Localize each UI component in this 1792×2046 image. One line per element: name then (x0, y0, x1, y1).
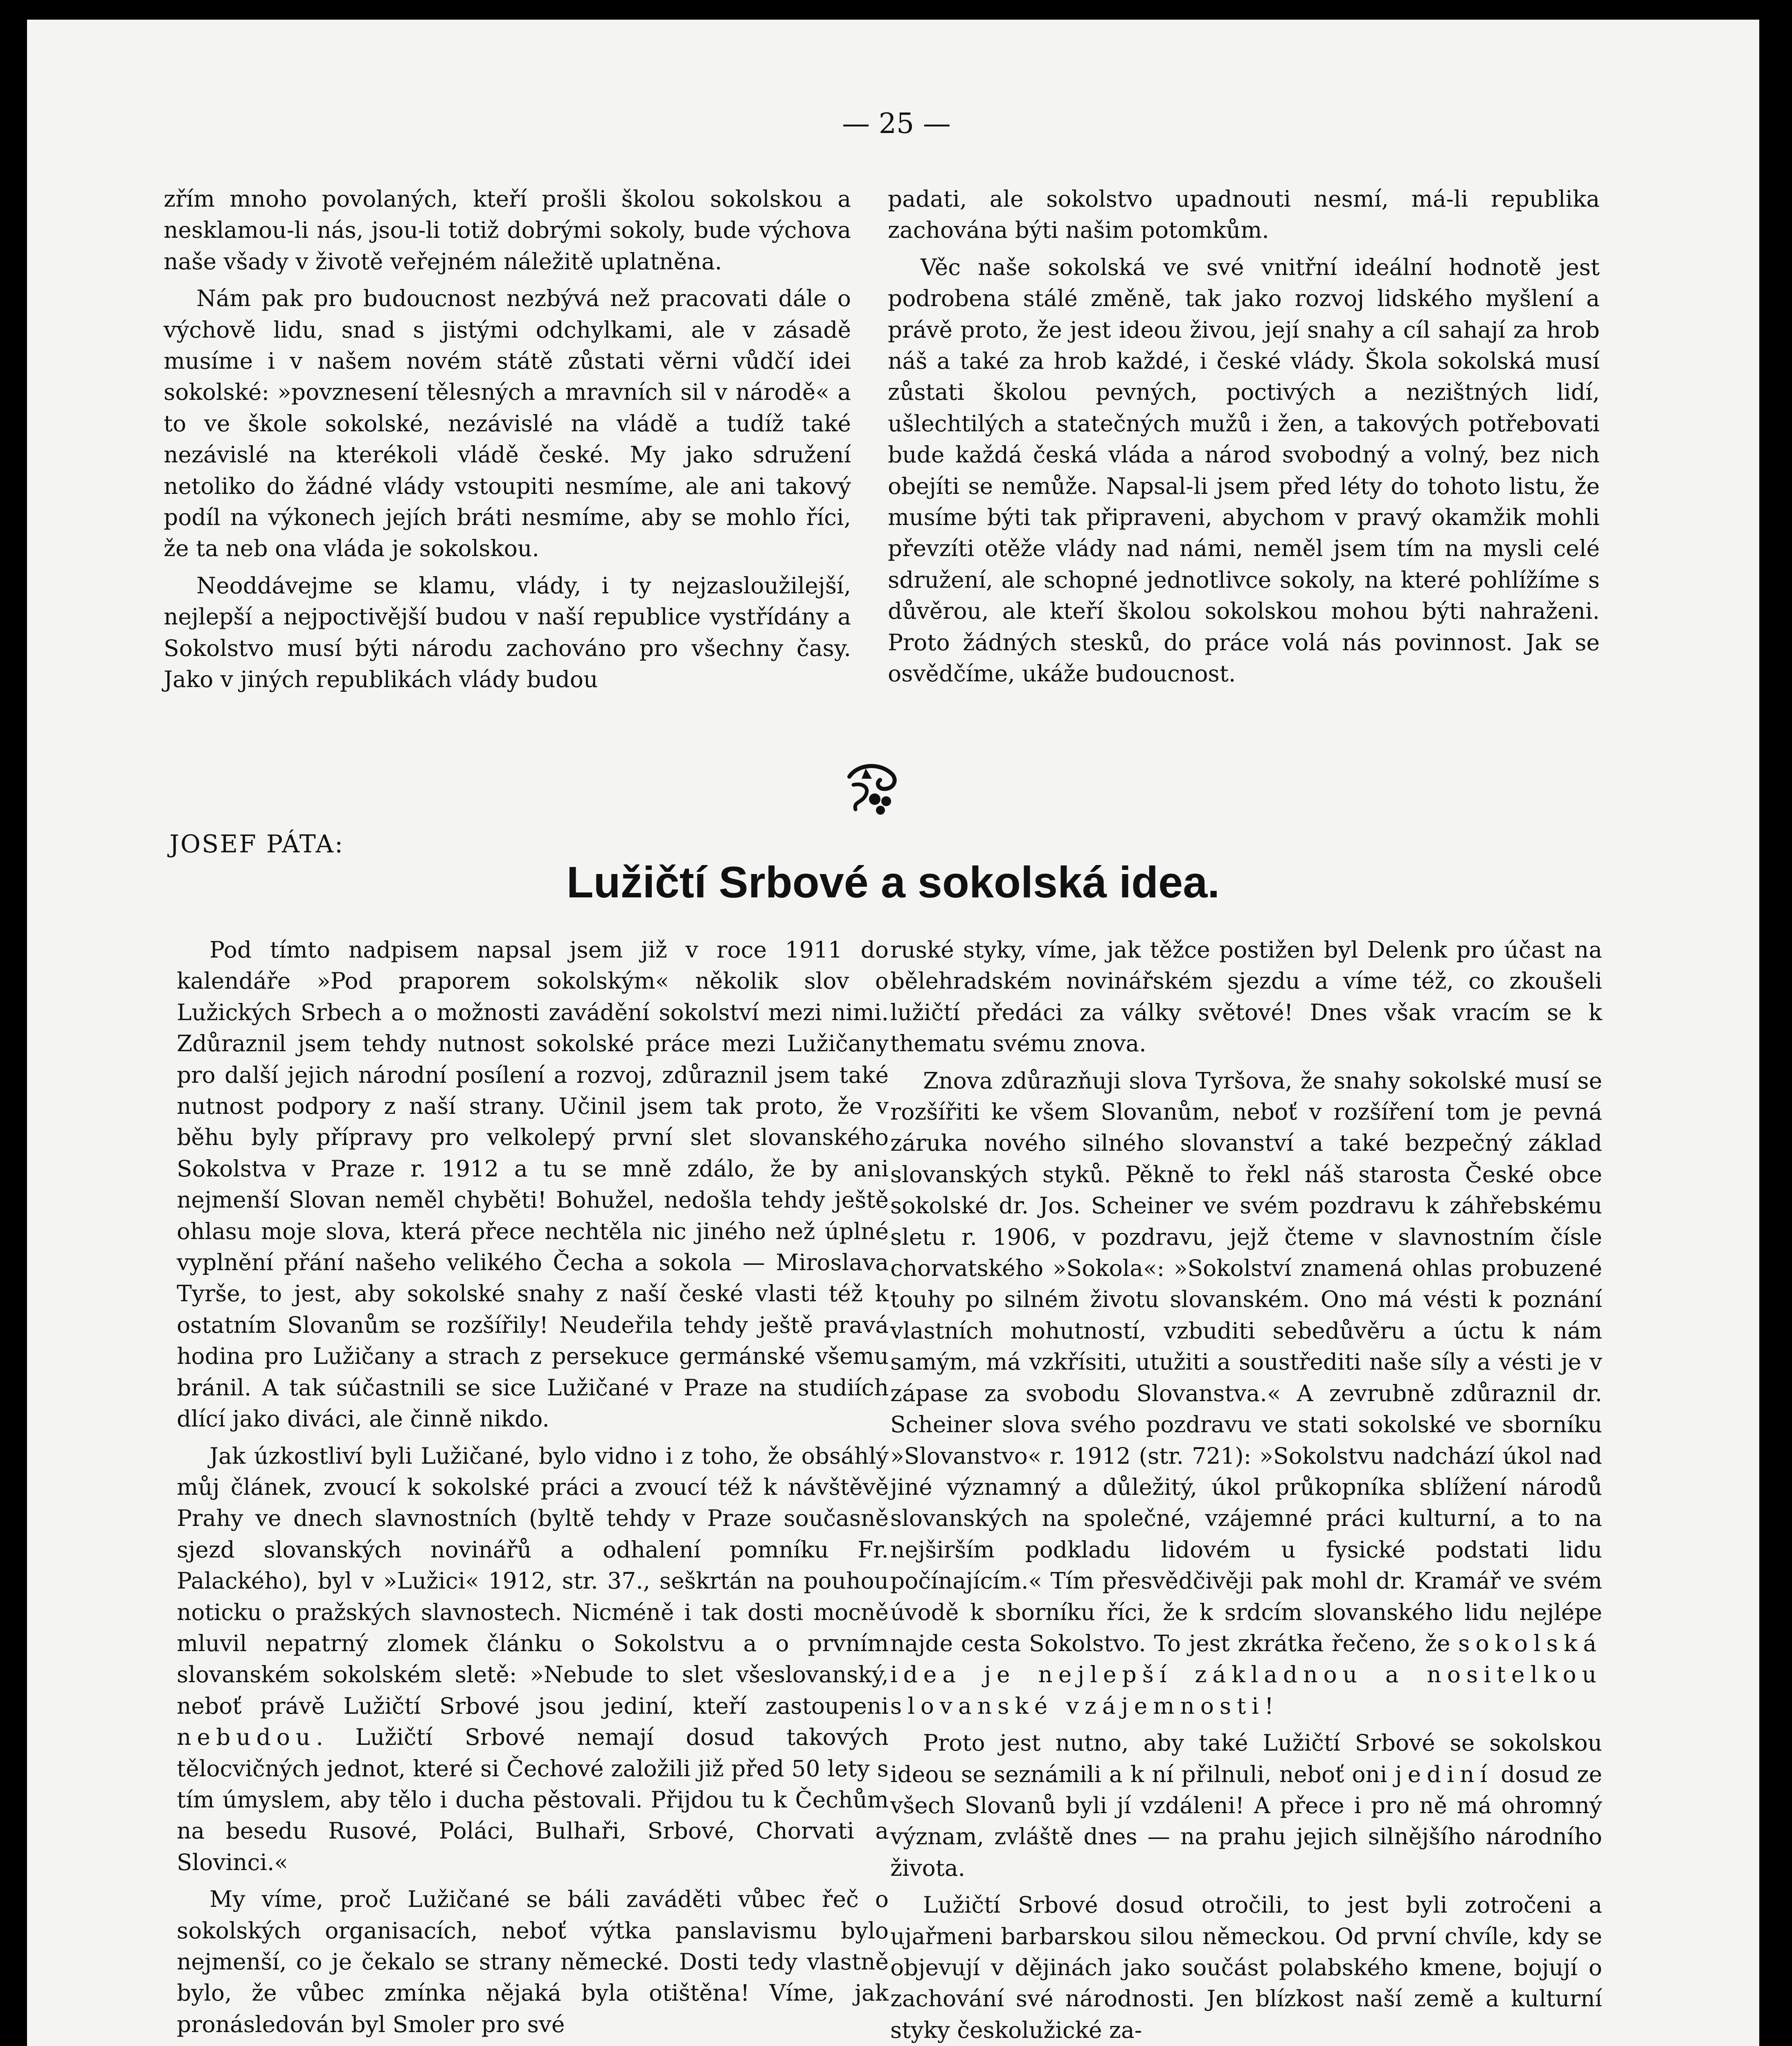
text-run: Znova zdůrazňuji slova Tyršova, že snahy sokolské musí se rozšířiti ke všem Slovanům, neboť v rozšíření tom je pevná záruka nového silného slovanství a také bezpečný základ slovanských styků. Pěkně to řekl náš starosta České obce sokolské dr. Jos. Scheiner ve svém pozdravu k záhřebskému sletu r. 1906, v pozdravu, jejž čteme v slavnostním čísle chorvatského »Sokola«: »Sokolství znamená ohlas probuzené touhy po silném životu slovanském. Ono má vésti k poznání vlastních mohutností, vzbuditi sebedůvěru a úctu k nám samým, má vzkřísiti, utužiti a soustřediti naše síly a vésti je v zápase za svobodu Slovanstva.« A zevrubně zdůraznil dr. Scheiner slova svého pozdravu ve stati sokolské ve sborníku »Slovanstvo« r. 1912 (str. 721): »Sokolstvu nadchází úkol nad jiné významný a důležitý, úkol průkopníka sblížení národů slovanských na společné, vzájemné práci kulturní, a to na nejširším podkladu lidovém u fysické podstati lidu počínajícím.« Tím přesvědčivěji pak mohl dr. Kramář ve svém úvodě k sborníku říci, že k srdcím slovanského lidu nejlépe najde cesta Sokolstvo. To jest zkrátka řečeno, že (890, 1067, 1602, 1656)
page-number: — 25 — (842, 108, 951, 140)
paragraph: My víme, proč Lužičané se báli zaváděti vůbec řeč o sokolských organisacích, neboť výtka panslavismu bylo nejmenší, co je čekalo se strany německé. Dosti tedy vlastně bylo, že vůbec zmínka nějaká byla otištěna! Víme, jak pronásledován byl Smoler pro své (177, 1886, 889, 2037)
emphasized-text: jediní (1395, 1761, 1493, 1787)
paragraph: Pod tímto nadpisem napsal jsem již v roce 1911 do kalendáře »Pod praporem sokolským« několik slov o Lužických Srbech a o možnosti zavádění sokolství mezi nimi. Zdůraznil jsem tehdy nutnost sokolské práce mezi Lužičany pro další jejich národní posílení a rozvoj, zdůraznil jsem také nutnost podpory z naší strany. Učinil jsem tak proto, že v běhu byly přípravy pro velkolepý první slet slovanského Sokolstva v Praze r. 1912 a tu se mně zdálo, že by ani nejmenší Slovan neměl chyběti! Bohužel, nedošla tehdy ještě ohlasu moje slova, která přece nechtěla nic jiného než úplné vyplnění přání našeho velikého Čecha a sokola — Miroslava Tyrše, to jest, aby sokolské snahy z naší české vlasti též k ostatním Slovanům se rozšířily! Neudeřila tehdy ještě pravá hodina pro Lužičany a strach z persekuce germánské všemu bránil. A tak súčastnili se sice Lužičané v Praze na studiích dlící jako diváci, ale činně nikdo. (177, 937, 889, 1432)
paragraph (890, 1727, 1602, 1884)
article-title: Lužičtí Srbové a sokolská idea. (566, 857, 1220, 907)
paragraph: padati, ale sokolstvo upadnouti nesmí, má-li republika zachována býti našim potomkům. (888, 186, 1600, 243)
top-left-column (164, 183, 851, 701)
paragraph (177, 1440, 889, 1878)
emphasized-text: sokolská idea je nejlepší základnou a nositelkou slovanské vzájemnosti! (890, 1630, 1603, 1719)
article-left-column (177, 934, 889, 2046)
paragraph: Lužičtí Srbové dosud otročili, to jest byli zotročeni a ujařmeni barbarskou silou německou. Od první chvíle, kdy se objevují v dějinách jako součást polabského kmene, bojují o zachování své národnosti. Jen blízkost naší země a kulturní styky českolužické za- (890, 1892, 1602, 2043)
paragraph: ruské styky, víme, jak těžce postižen byl Delenk pro účast na bělehradském novinářském sjezdu a víme též, co zkoušeli lužičtí předáci za války světové! Dnes však vracím se k thematu svému znova. (890, 937, 1602, 1057)
paragraph: Nám pak pro budoucnost nezbývá než pracovati dále o výchově lidu, snad s jistými odchylkami, ale v zásadě musíme i v našem novém státě zůstati věrni vůdčí idei sokolské: »povznesení tělesných a mravních sil v národě« a to ve škole sokolské, nezávislé na vládě a tudíž také nezávislé na kterékoli vládě české. My jako sdružení netoliko do žádné vlády vstoupiti nesmíme, ale ani takový podíl na výkonech jejích bráti nesmíme, aby se mohlo říci, že ta neb ona vláda je sokolskou. (164, 285, 851, 562)
page (27, 20, 1759, 2046)
paragraph: zřím mnoho povolaných, kteří prošli školou sokolskou a nesklamou-li nás, jsou-li totiž dobrými sokoly, bude výchova naše všady v životě veřejném náležitě uplatněna. (164, 186, 851, 275)
paragraph: Neoddávejme se klamu, vlády, i ty nejzasloužilejší, nejlepší a nejpoctivější budou v naší republice vystřídány a Sokolstvo musí býti národu zachováno pro všechny časy. Jako v jiných republikách vlády budou (164, 572, 851, 693)
text-run: . Lužičtí Srbové nemají dosud takových tělocvičných jednot, které si Čechové založili již před 50 lety s tím úmyslem, aby tělo i ducha pěstovali. Přijdou tu k Čechům na besedu Rusové, Poláci, Bulhaři, Srbové, Chorvati a Slovinci.« (177, 1724, 889, 1875)
text-run: Jak úzkostliví byli Lužičané, bylo vidno i z toho, že obsáhlý můj článek, zvoucí k sokolské práci a zvoucí též k návštěvě Prahy ve dnech slavnostních (byltě tehdy v Praze současně sjezd slovanských novinářů a odhalení pomníku Fr. Palackého), byl v »Lužici« 1912, str. 37., seškrtán na pouhou noticku o pražských slavnostech. Nicméně i tak dosti mocně mluvil nepatrný zlomek článku o Sokolstvu a o prvním slovanském sokolském sletě: »Nebude to slet všeslovanský, neboť právě Lužičtí Srbové jsou jediní, kteří zastoupeni (177, 1442, 889, 1719)
paragraph (890, 1065, 1602, 1722)
article-author: JOSEF PÁTA: (169, 830, 344, 859)
article-right-column (890, 934, 1602, 2046)
emphasized-text: nebudou (177, 1724, 316, 1751)
top-right-column (888, 183, 1600, 695)
ornament-icon (841, 760, 907, 822)
text-run: Proto jest nutno, aby také Lužičtí Srbové se sokolskou ideou se seznámili a k ní přilnuli, neboť oni (890, 1730, 1602, 1787)
paragraph: Věc naše sokolská ve své vnitřní ideální hodnotě jest podrobena stálé změně, tak jako rozvoj lidského myšlení a právě proto, že jest ideou živou, její snahy a cíl sahají za hrob náš a také za hrob každé, i české vlády. Škola sokolská musí zůstati školou pevných, poctivých a nezištných lidí, ušlechtilých a statečných mužů i žen, a takových potřebovati bude každá česká vláda a národ svobodný a volný, bez nich obejíti se nemůže. Napsal-li jsem před léty do tohoto listu, že musíme býti tak připraveni, abychom v pravý okamžik mohli převzíti otěže vlády nad námi, neměl jsem tím na mysli celé sdružení, ale schopné jednotlivce sokoly, na které pohlížíme s důvěrou, ale kteří školou sokolskou mohou býti nahraženi. Proto žádných stesků, do práce volá nás povinnost. Jak se osvědčíme, ukáže budoucnost. (888, 254, 1600, 687)
text-run: dosud ze všech Slovanů byli jí vzdáleni! A přece i pro ně má ohromný význam, zvláště dnes — na prahu jejich silnějšího národního života. (890, 1761, 1603, 1881)
